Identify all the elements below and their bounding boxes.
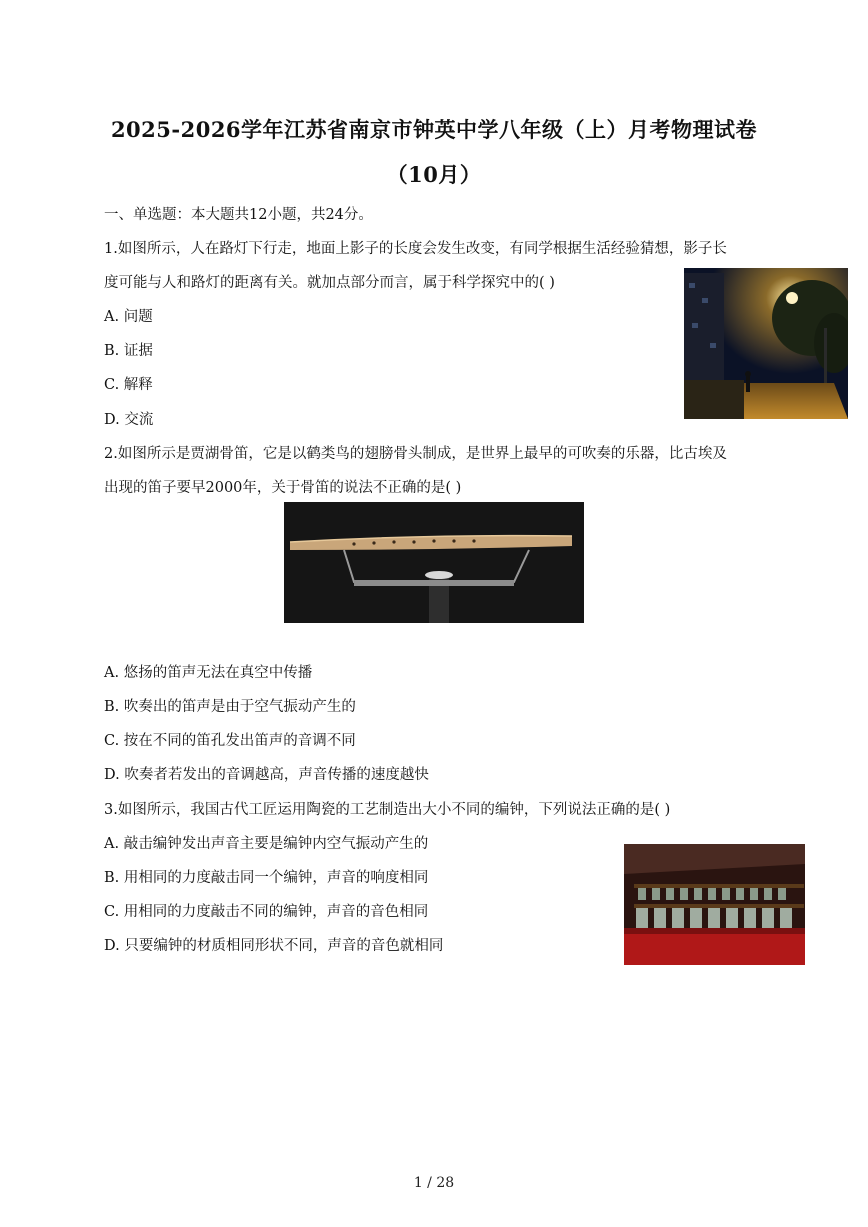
page-number: 1 / 28 — [413, 1175, 455, 1191]
q1-option-c: C. 解释 — [104, 377, 153, 393]
q3-option-b: B. 用相同的力度敲击同一个编钟，声音的响度相同 — [104, 870, 429, 886]
q1-option-a: A. 问题 — [104, 309, 153, 325]
exam-title: 2025-2026学年江苏省南京市钟英中学八年级（上）月考物理试卷 — [110, 117, 758, 142]
bone-flute-photo — [284, 502, 584, 623]
q1-option-d: D. 交流 — [104, 412, 154, 428]
q2-option-d: D. 吹奏者若发出的音调越高，声音传播的速度越快 — [104, 767, 429, 783]
q2-stem-line1: 2.如图所示是贾湖骨笛，它是以鹤类鸟的翅膀骨头制成，是世界上最早的可吹奏的乐器，比古埃及 — [104, 446, 727, 462]
q3-option-d: D. 只要编钟的材质相同形状不同，声音的音色就相同 — [104, 938, 444, 954]
q2-option-a: A. 悠扬的笛声无法在真空中传播 — [104, 665, 313, 681]
q2-stem-line2: 出现的笛子要早2000年，关于骨笛的说法不正确的是( ) — [104, 480, 462, 496]
q1-option-b: B. 证据 — [104, 343, 153, 359]
q2-option-c: C. 按在不同的笛孔发出笛声的音调不同 — [104, 733, 356, 749]
q2-option-b: B. 吹奏出的笛声是由于空气振动产生的 — [104, 699, 356, 715]
chime-bells-photo — [624, 844, 805, 965]
section-heading: 一、单选题：本大题共12小题，共24分。 — [104, 207, 373, 223]
q3-stem-line1: 3.如图所示，我国古代工匠运用陶瓷的工艺制造出大小不同的编钟，下列说法正确的是( ) — [104, 802, 671, 818]
q3-option-a: A. 敲击编钟发出声音主要是编钟内空气振动产生的 — [104, 836, 429, 852]
q3-option-c: C. 用相同的力度敲击不同的编钟，声音的音色相同 — [104, 904, 429, 920]
exam-subtitle: （10月） — [386, 162, 482, 187]
q1-stem-line1: 1.如图所示，人在路灯下行走，地面上影子的长度会发生改变，有同学根据生活经验猜想，影子长 — [104, 241, 727, 257]
street-lamp-photo — [684, 268, 848, 419]
q1-stem-line2: 度可能与人和路灯的距离有关。就加点部分而言，属于科学探究中的( ) — [104, 275, 555, 291]
